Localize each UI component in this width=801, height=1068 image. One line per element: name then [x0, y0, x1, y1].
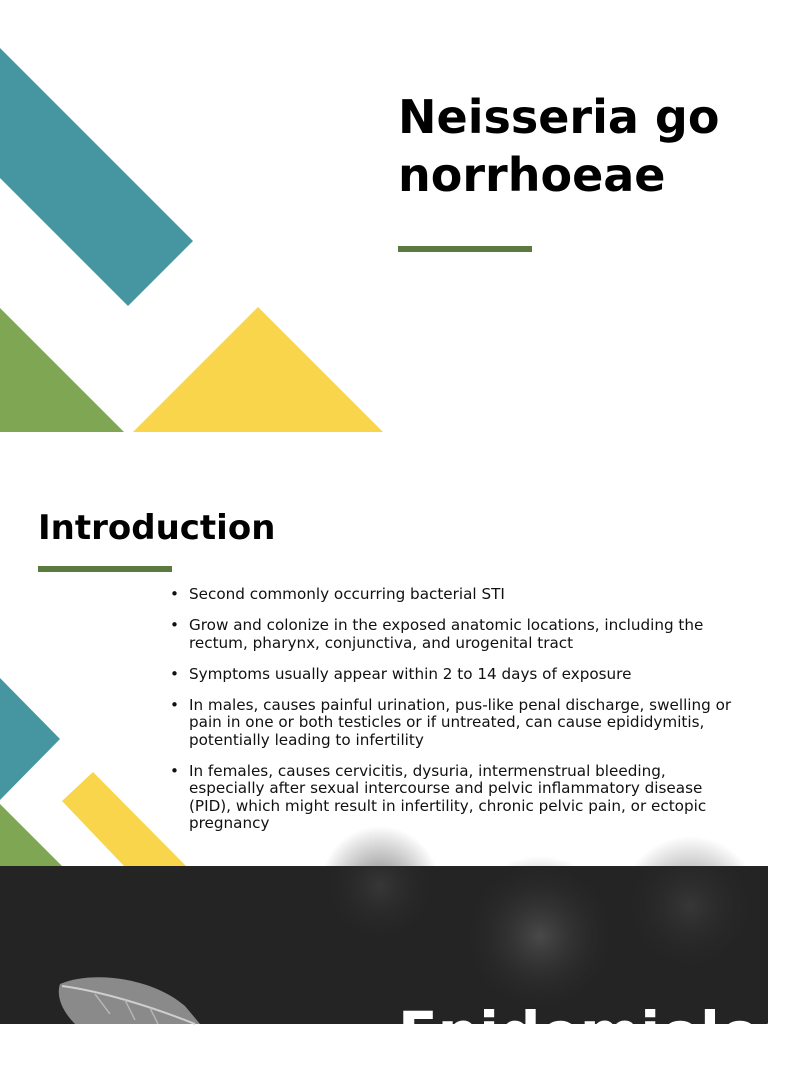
- green-triangle: [0, 308, 124, 432]
- yellow-triangle: [133, 307, 383, 432]
- bullet-item: • Symptoms usually appear within 2 to 14 days of exposure: [170, 666, 745, 683]
- section-title: Introduction: [38, 508, 276, 548]
- section-title: Epidemiolog: [398, 999, 801, 1067]
- epidemiology-slide: [0, 866, 801, 1067]
- bullet-item: • Grow and colonize in the exposed anatomic locations, including the rectum, pharynx, conjunctiva, and urogenital tract: [170, 617, 745, 652]
- teal-diagonal-band: [0, 48, 193, 306]
- yellow-diagonal-band: [62, 772, 186, 866]
- title-underline: [398, 246, 532, 252]
- green-triangle: [0, 804, 62, 866]
- bullet-item: • In males, causes painful urination, pus-like penal discharge, swelling or pain in one or both testicles or if untreated, can cause epididymitis, potentially leading to infertility: [170, 697, 745, 749]
- title-slide: [0, 0, 768, 432]
- introduction-slide: [0, 432, 768, 866]
- leaf-image: [59, 977, 200, 1024]
- bullet-list: [170, 586, 745, 846]
- teal-triangle: [0, 678, 60, 800]
- bullet-item: • In females, causes cervicitis, dysuria, intermenstrual bleeding, especially after sexual intercourse and pelvic inflammatory disease (PID), which might result in infertility, chronic pelvic pain, or ectopic pregnancy: [170, 763, 745, 832]
- title-underline: [38, 566, 172, 572]
- bullet-item: • Second commonly occurring bacterial STI: [170, 586, 745, 603]
- slide-title: Neisseria gonorrhoeae: [398, 90, 720, 202]
- decorative-shapes: [0, 0, 768, 432]
